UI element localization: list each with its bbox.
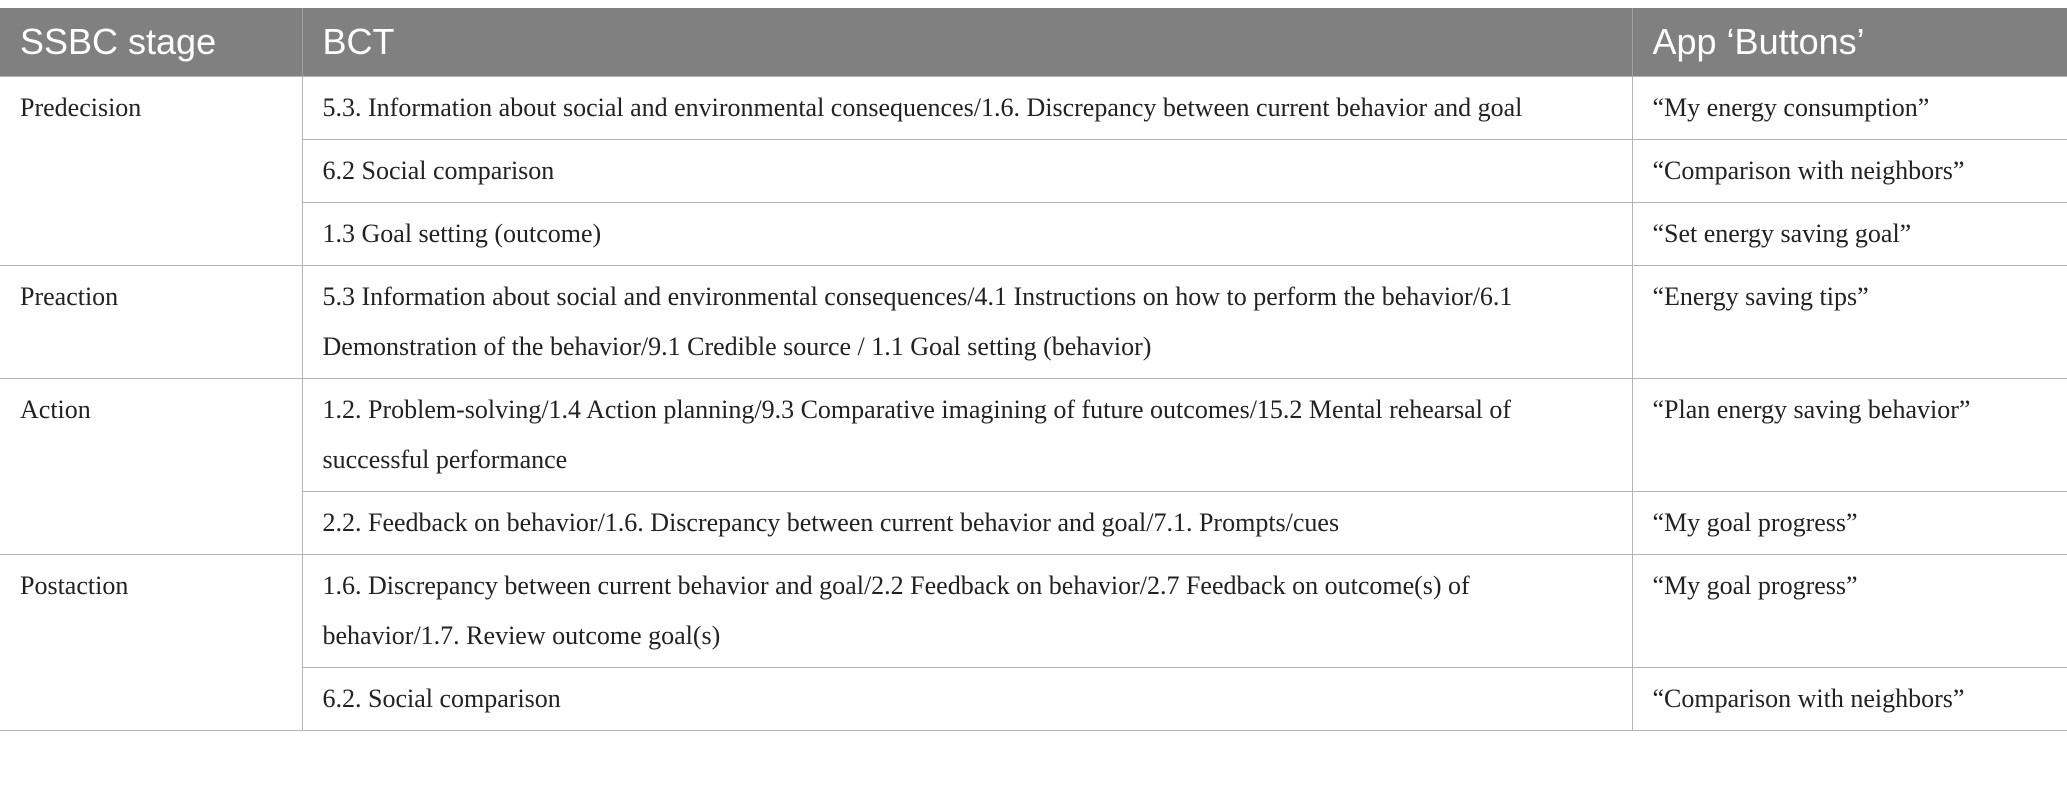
button-cell: “My energy consumption” — [1632, 77, 2067, 140]
table-row — [0, 668, 2067, 731]
button-cell: “My goal progress” — [1632, 492, 2067, 555]
stage-cell: Predecision — [0, 77, 302, 266]
table-row — [0, 266, 2067, 379]
bct-cell: 5.3 Information about social and environmental consequences/4.1 Instructions on how to perform the behavior/6.1 Demonstration of the behavior/9.1 Credible source / 1.1 Goal setting (behavior) — [302, 266, 1632, 379]
button-cell: “Plan energy saving behavior” — [1632, 379, 2067, 492]
button-cell: “My goal progress” — [1632, 555, 2067, 668]
header-bct: BCT — [302, 8, 1632, 77]
table-header-row — [0, 8, 2067, 77]
bct-cell: 5.3. Information about social and environmental consequences/1.6. Discrepancy between current behavior and goal — [302, 77, 1632, 140]
table-row — [0, 555, 2067, 668]
bct-table-container — [0, 8, 2067, 731]
table-row — [0, 203, 2067, 266]
table-row — [0, 77, 2067, 140]
bct-cell: 1.2. Problem-solving/1.4 Action planning/9.3 Comparative imagining of future outcomes/15.2 Mental rehearsal of successful performance — [302, 379, 1632, 492]
bct-table — [0, 8, 2067, 731]
bct-cell: 6.2 Social comparison — [302, 140, 1632, 203]
button-cell: “Set energy saving goal” — [1632, 203, 2067, 266]
stage-cell: Postaction — [0, 555, 302, 731]
button-cell: “Energy saving tips” — [1632, 266, 2067, 379]
bct-cell: 1.6. Discrepancy between current behavior and goal/2.2 Feedback on behavior/2.7 Feedback on outcome(s) of behavior/1.7. Review outcome goal(s) — [302, 555, 1632, 668]
table-row — [0, 492, 2067, 555]
header-app-buttons: App ‘Buttons’ — [1632, 8, 2067, 77]
table-row — [0, 140, 2067, 203]
bct-cell: 2.2. Feedback on behavior/1.6. Discrepancy between current behavior and goal/7.1. Prompts/cues — [302, 492, 1632, 555]
table-row — [0, 379, 2067, 492]
header-ssbc-stage: SSBC stage — [0, 8, 302, 77]
button-cell: “Comparison with neighbors” — [1632, 140, 2067, 203]
stage-cell: Preaction — [0, 266, 302, 379]
button-cell: “Comparison with neighbors” — [1632, 668, 2067, 731]
bct-cell: 6.2. Social comparison — [302, 668, 1632, 731]
stage-cell: Action — [0, 379, 302, 555]
bct-cell: 1.3 Goal setting (outcome) — [302, 203, 1632, 266]
